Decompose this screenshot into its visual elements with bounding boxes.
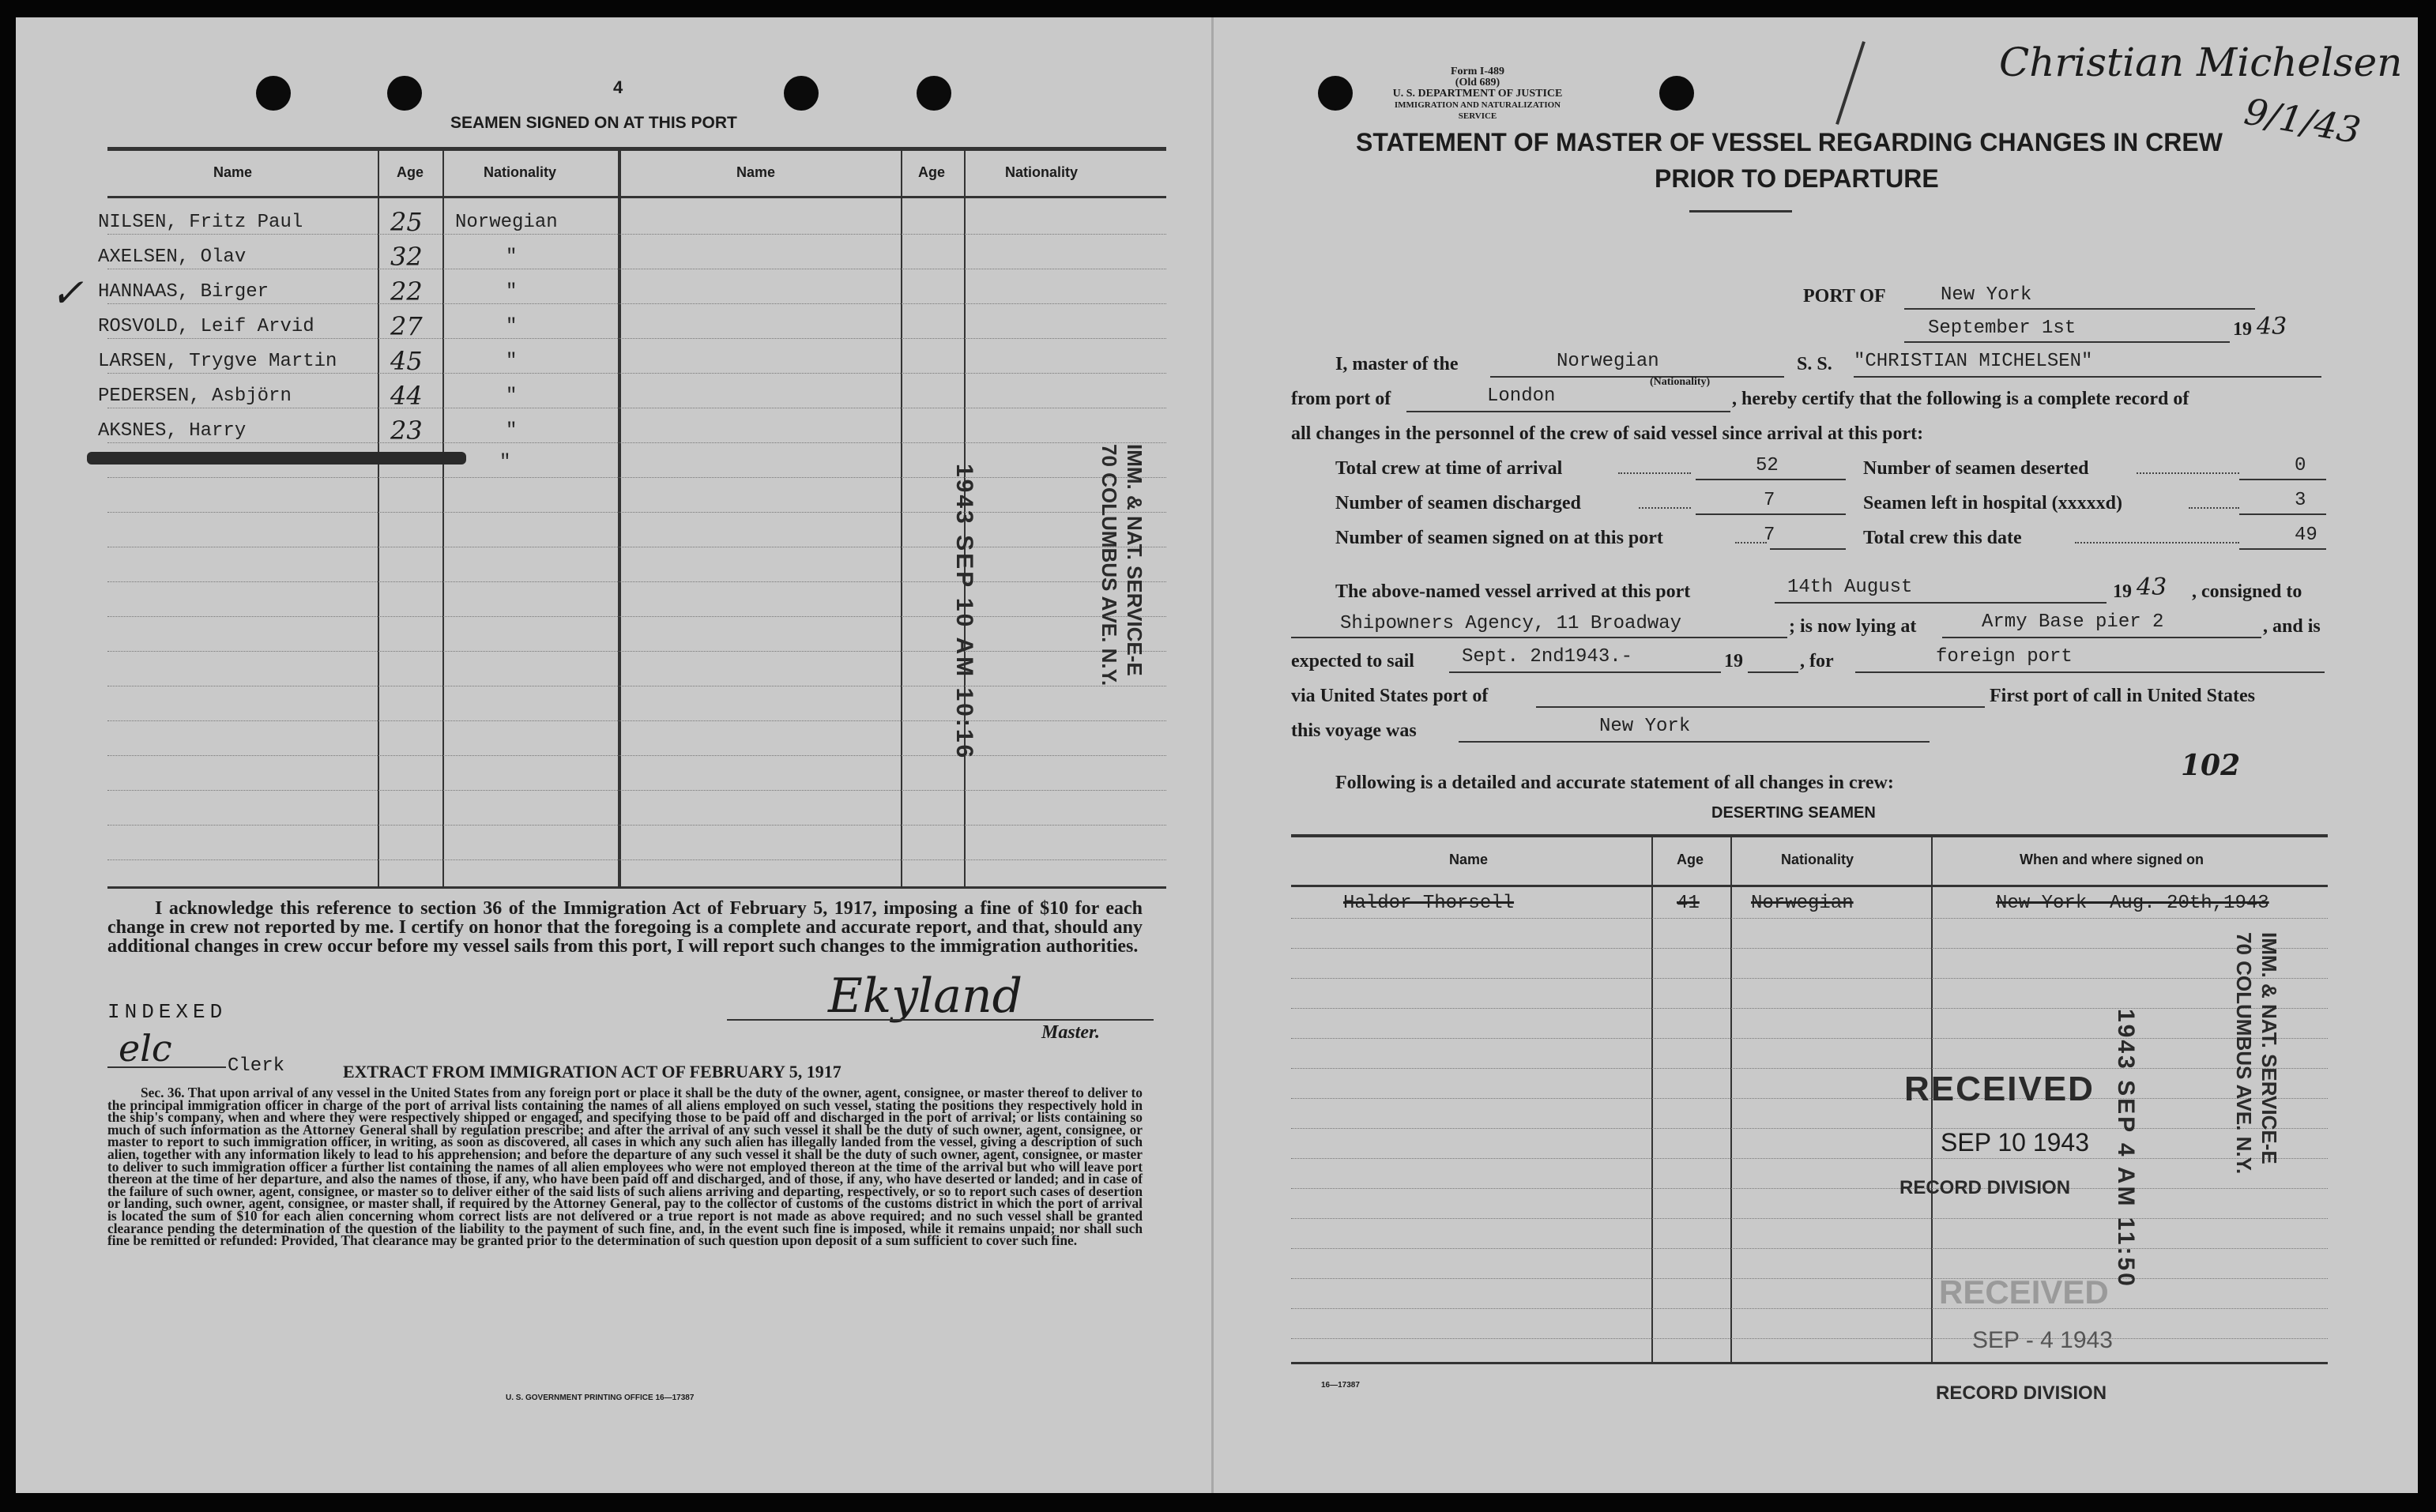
left-title: SEAMEN SIGNED ON AT THIS PORT [450, 114, 737, 132]
extract-lead: Sec. 36. [141, 1085, 185, 1100]
table-ruling [107, 373, 1166, 374]
stat-field [1770, 525, 1846, 550]
extract-body: That upon arrival of any vessel in the United States from any foreign port or place it shall be the duty of the owner, agent, consignee, or master thereof to deliver to the principal immigration officer in charge of the port of arrival lists containing the names of all aliens employed on such vessel, stating the positions they respectively hold in the ship's company, when and where they were respectively shipped or engaged, and specifying those to be paid off and discharged in the port of arrival; or lists containing so much of such information as the Attorney General shall by regulation prescribe; and after the arrival of any such vessel it shall be the duty of such owner, agent, consignee, or master to report to such immigration officer, in writing, as soon as discovered, all cases in which any such alien has illegally landed from the vessel, giving a description of such alien, together with any information likely to lead to his apprehension; and before the departure of any such vessel it shall be the duty of such owner, agent, consignee, or master to deliver to such immigration officer a further list containing the names of all alien employees who were not employed thereon at the time of the arrival but who will leave port thereon at the time of her departure, and also the names of those, if any, who have been paid off and discharged, and of those, if any, who have deserted or landed; and in case of the failure of such owner, agent, consignee, or master so to deliver either of the said lists of such aliens arriving and departing, respectively, or so to report such cases of desertion or landing, such owner, agent, consignee, or master shall, if required by the Attorney General, pay to the collector of customs of the customs district in which the port of arrival is located the sum of $10 for each alien concerning whom correct lists are not delivered or a true report is not made as above required; and no such vessel shall be granted clearance pending the determination of the question of the liability to the payment of such fine, and, in the event such fine is imposed, while it remains unpaid; nor shall such fine be remitted or refunded: Provided, That clearance may be granted prior to the determination of such question upon deposit of a sum sufficient to cover such fine. [107, 1085, 1143, 1249]
header-age-2: Age [918, 164, 946, 180]
seaman-nationality: " [506, 420, 518, 442]
handwritten-ship-name: Christian Michelsen [1999, 39, 2403, 85]
column-divider [618, 147, 621, 887]
stat-value: 0 [2295, 455, 2306, 476]
fold-divider [1211, 17, 1214, 1493]
seaman-nationality: " [499, 452, 511, 473]
stat-label: Number of seamen signed on at this port [1335, 528, 1663, 548]
deserting-title: DESERTING SEAMEN [1711, 804, 1876, 822]
seaman-nationality: Norwegian [455, 212, 558, 233]
table-ruling [107, 825, 1166, 826]
stamp-date: 1943 SEP 4 AM 11:50 [2113, 1009, 2139, 1288]
arrived-year: 43 [2137, 574, 2167, 601]
handwritten-date: 9/1/43 [2241, 89, 2364, 152]
seaman-nationality: " [506, 386, 518, 407]
table-ruling [1291, 1308, 2328, 1309]
port-of-label: PORT OF [1803, 286, 1886, 307]
year-blank [1748, 648, 1798, 673]
table-header-rule [1291, 885, 2328, 887]
column-divider [378, 147, 379, 887]
table-ruling [107, 651, 1166, 652]
table-top-rule [1291, 834, 2328, 837]
leader-dots [2189, 507, 2239, 509]
seaman-age: 27 [390, 311, 423, 341]
punch-hole [784, 76, 819, 111]
from-port-value: London [1487, 386, 1556, 407]
via-label: via United States port of [1291, 686, 1489, 706]
stamp-line: 70 COLUMBUS AVE. N.Y. [2232, 932, 2256, 1175]
seaman-age: 23 [390, 416, 423, 446]
received-date: SEP 10 1943 [1941, 1128, 2090, 1157]
form-title-line2: PRIOR TO DEPARTURE [1655, 164, 1939, 193]
voyage-value: New York [1599, 716, 1691, 737]
deserter-signed-on: New York- Aug. 20th,1943 [1996, 893, 2269, 914]
arrived-value: 14th August [1787, 577, 1913, 598]
clerk-label: Clerk [228, 1055, 285, 1077]
stamp-line: IMM. & NAT. SERVICE-E [2257, 932, 2281, 1164]
record-division: RECORD DIVISION [1899, 1177, 2071, 1198]
stat-label: Total crew this date [1863, 528, 2022, 548]
stamp-line: IMM. & NAT. SERVICE-E [1123, 444, 1146, 676]
table-ruling [107, 442, 1166, 443]
punch-hole [1318, 76, 1353, 111]
page-number: 4 [613, 77, 623, 97]
extract-title: EXTRACT FROM IMMIGRATION ACT OF FEBRUARY 5, 1917 [343, 1062, 841, 1081]
table-ruling [1291, 1098, 2328, 1099]
received-date-2: SEP - 4 1943 [1972, 1327, 2113, 1353]
table-header-rule [107, 196, 1166, 198]
table-top-rule [107, 147, 1166, 151]
seaman-name: AKSNES, Harry [98, 420, 247, 442]
header-signed-on: When and where signed on [2020, 852, 2204, 867]
clerk-line [107, 1066, 226, 1068]
table-ruling [1291, 918, 2328, 919]
table-ruling [1291, 1128, 2328, 1129]
table-ruling [1291, 1038, 2328, 1039]
master-label: Master. [1041, 1022, 1101, 1043]
stat-label: Number of seamen deserted [1863, 458, 2089, 479]
table-ruling [107, 755, 1166, 756]
seaman-age: 45 [390, 346, 423, 376]
leader-dots [1618, 472, 1691, 474]
printer-line: U. S. GOVERNMENT PRINTING OFFICE 16—17387 [506, 1394, 695, 1402]
leader-dots [2075, 542, 2239, 543]
clerk-initials: elc [119, 1027, 172, 1070]
leader-dots [2137, 472, 2239, 474]
table-bottom-rule [107, 886, 1166, 889]
title-rule [1689, 210, 1792, 213]
table-ruling [1291, 1068, 2328, 1069]
consigned-label: , consigned to [2192, 581, 2302, 602]
header-age: Age [397, 164, 424, 180]
from-port-label: from port of [1291, 389, 1391, 409]
stat-value: 3 [2295, 490, 2306, 511]
header-name-2: Name [736, 164, 776, 180]
seaman-nationality: " [506, 351, 518, 372]
extract-text [107, 1087, 1143, 1247]
nationality-value: Norwegian [1557, 351, 1659, 372]
header-name: Name [213, 164, 253, 180]
header-age: Age [1677, 852, 1704, 867]
year-prefix: 19 [1724, 651, 1743, 671]
department: U. S. DEPARTMENT OF JUSTICE [1392, 88, 1563, 100]
received-stamp: RECEIVED [1904, 1070, 2095, 1108]
for-label: , for [1800, 651, 1834, 671]
form-header [1383, 66, 1572, 122]
column-divider [1730, 836, 1732, 1363]
leader-dots [1735, 542, 1767, 543]
stat-value: 7 [1764, 525, 1775, 546]
seaman-name: NILSEN, Fritz Paul [98, 212, 303, 233]
certify-text: , hereby certify that the following is a complete record of [1732, 389, 2189, 409]
voyage-label: this voyage was [1291, 720, 1417, 741]
table-ruling [107, 616, 1166, 617]
punch-hole [256, 76, 291, 111]
seaman-name: HANNAAS, Birger [98, 281, 269, 303]
for-field [1855, 648, 2325, 673]
year-prefix: 19 [2233, 319, 2252, 340]
seaman-age: 32 [390, 242, 423, 272]
table-ruling [1291, 1008, 2328, 1009]
table-ruling [1291, 1158, 2328, 1159]
form-title-line1: STATEMENT OF MASTER OF VESSEL REGARDING CHANGES IN CREW [1356, 128, 2223, 156]
seaman-name: AXELSEN, Olav [98, 246, 247, 268]
number-102: 102 [2181, 749, 2241, 782]
table-ruling [1291, 978, 2328, 979]
immigration-stamp [1097, 444, 1147, 823]
deserter-age: 41 [1677, 893, 1700, 914]
immigration-stamp [2231, 932, 2282, 1327]
seaman-name: PEDERSEN, Asbjörn [98, 386, 292, 407]
received-stamp-faded: RECEIVED [1939, 1273, 2109, 1311]
year-value: 43 [2257, 313, 2287, 340]
seaman-age: 44 [390, 381, 423, 411]
expected-label: expected to sail [1291, 651, 1414, 671]
punch-hole [387, 76, 422, 111]
table-bottom-rule [1291, 1362, 2328, 1364]
stat-label: Total crew at time of arrival [1335, 458, 1563, 479]
struck-out-entry [87, 452, 466, 465]
lying-value: Army Base pier 2 [1982, 611, 2164, 633]
form-number: Form I-489 [1450, 66, 1505, 77]
nationality-caption: (Nationality) [1650, 376, 1711, 388]
from-port-field [1406, 386, 1730, 412]
master-of-label: I, master of the [1335, 354, 1459, 374]
table-ruling [107, 859, 1166, 860]
seaman-age: 25 [390, 207, 423, 237]
deserter-name: Haldor Thorsell [1343, 893, 1515, 914]
table-ruling [107, 790, 1166, 791]
indexed-label: INDEXED [107, 1000, 228, 1024]
ss-label: S. S. [1797, 354, 1832, 374]
column-divider [1651, 836, 1653, 1363]
stat-value: 49 [2295, 525, 2317, 546]
header-nationality: Nationality [1781, 852, 1854, 867]
header-name: Name [1449, 852, 1489, 867]
punch-hole [917, 76, 951, 111]
table-ruling [1291, 1188, 2328, 1189]
leader-dots [1639, 507, 1691, 509]
table-ruling [107, 512, 1166, 513]
table-ruling [1291, 948, 2328, 949]
stat-label: Number of seamen discharged [1335, 493, 1581, 513]
stat-value: 7 [1764, 490, 1775, 511]
lying-label: ; is now lying at [1789, 616, 1917, 637]
via-field [1536, 683, 1985, 708]
table-ruling [1291, 1338, 2328, 1339]
table-ruling [107, 720, 1166, 721]
table-ruling [107, 338, 1166, 339]
following-text: Following is a detailed and accurate statement of all changes in crew: [1335, 773, 1894, 793]
stat-field [2239, 455, 2326, 480]
arrived-label: The above-named vessel arrived at this port [1335, 581, 1691, 602]
table-ruling [1291, 1218, 2328, 1219]
record-division-2: RECORD DIVISION [1936, 1382, 2107, 1404]
ship-name: "CHRISTIAN MICHELSEN" [1854, 351, 2093, 372]
seaman-nationality: " [506, 316, 518, 337]
seaman-age: 22 [390, 276, 423, 307]
service: IMMIGRATION AND NATURALIZATION SERVICE [1394, 100, 1561, 121]
column-divider [901, 147, 902, 887]
checkmark: ✓ [51, 270, 84, 316]
seaman-name: ROSVOLD, Leif Arvid [98, 316, 314, 337]
table-ruling [107, 581, 1166, 582]
port-value: New York [1941, 284, 2032, 306]
stat-field [2239, 490, 2326, 515]
stat-label: Seamen left in hospital (xxxxxd) [1863, 493, 2123, 513]
punch-hole [1659, 76, 1694, 111]
consignee-value: Shipowners Agency, 11 Broadway [1340, 613, 1682, 634]
first-port-label: First port of call in United States [1990, 686, 2255, 706]
year-prefix: 19 [2113, 581, 2132, 602]
header-nationality: Nationality [484, 164, 557, 180]
table-ruling [107, 477, 1166, 478]
printer-line: 16—17387 [1321, 1381, 1360, 1390]
signature-line [727, 1019, 1154, 1021]
column-divider [442, 147, 444, 887]
table-ruling [107, 234, 1166, 235]
seaman-name: LARSEN, Trygve Martin [98, 351, 337, 372]
header-nationality-2: Nationality [1005, 164, 1079, 180]
seaman-nationality: " [506, 246, 518, 268]
stamp-line: 70 COLUMBUS AVE. N.Y. [1098, 444, 1121, 686]
seaman-nationality: " [506, 281, 518, 303]
stamp-date: 1943 SEP 10 AM 10:16 [951, 464, 977, 761]
form-old-number: (Old 689) [1455, 77, 1500, 88]
voyage-field [1459, 717, 1930, 743]
acknowledgement-text: I acknowledge this reference to section 36 of the Immigration Act of February 5, 1917, imposing a fine of $10 for each change in crew not reported by me. I certify on honor that the foregoing is a complete and accurate report, and that, should any additional changes in crew occur before my vessel sails from this port, I will report such changes to the immigration authorities. [107, 898, 1143, 957]
and-is-label: , and is [2263, 616, 2321, 637]
table-ruling [1291, 1278, 2328, 1279]
master-signature: Ekyland [828, 969, 1023, 1024]
table-ruling [1291, 1248, 2328, 1249]
for-value: foreign port [1936, 646, 2073, 668]
date-value: September 1st [1928, 318, 2076, 339]
certify-text-2: all changes in the personnel of the crew of said vessel since arrival at this port: [1291, 423, 1924, 444]
expected-value: Sept. 2nd1943.- [1462, 646, 1633, 668]
deserter-nationality: Norwegian [1751, 893, 1854, 914]
stat-value: 52 [1756, 455, 1779, 476]
table-ruling [107, 303, 1166, 304]
